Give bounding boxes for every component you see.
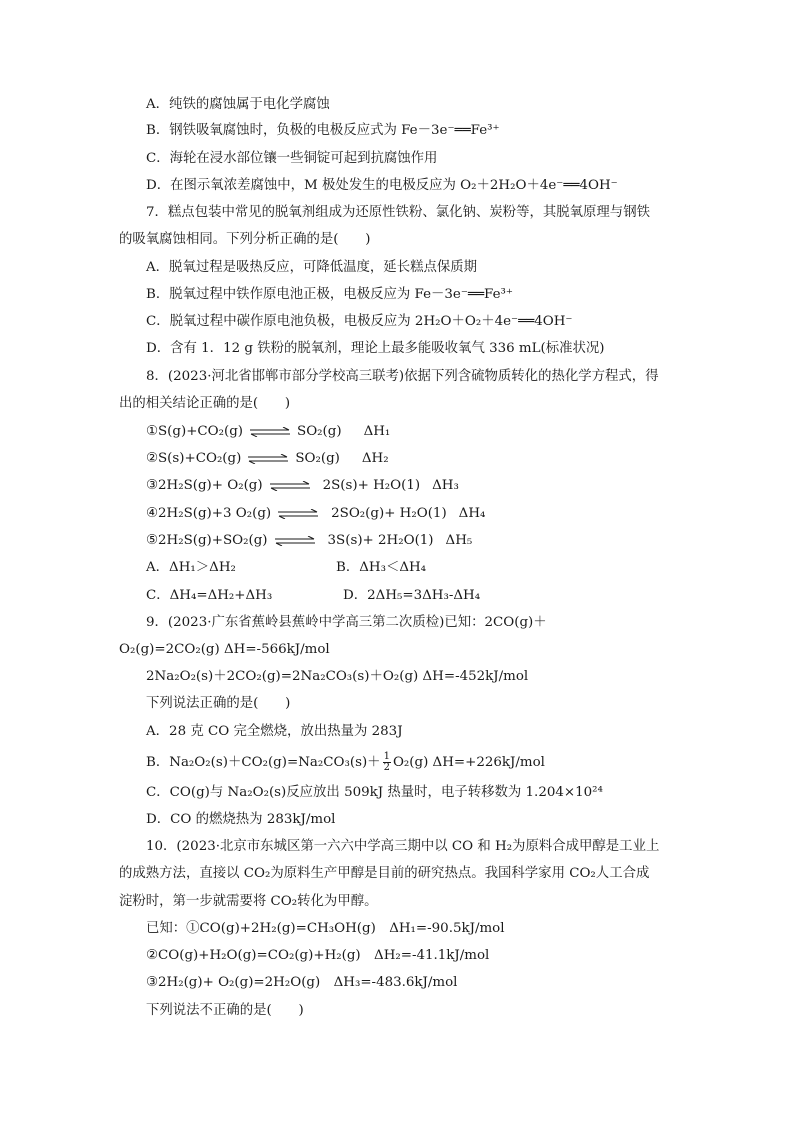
q8-equation-5 — [146, 532, 472, 550]
equation-right: 2S(s)+ H₂O(1) — [322, 478, 421, 493]
q10-stem-line2: 的成熟方法，直接以 CO₂为原料生产甲醇是目前的研究热点。我国科学家用 CO₂人工合成 — [119, 866, 650, 881]
q8-equation-1 — [146, 423, 390, 441]
q10-stem-line1: 10．(2023·北京市东城区第一六六中学高三期中以 CO 和 H₂为原料合成甲醇是工业上 — [146, 839, 660, 854]
q8-option-c: C．ΔH₄=ΔH₂+ΔH₃ — [146, 588, 273, 603]
q7-option-d: D．含有 1．12 g 铁粉的脱氧剂，理论上最多能吸收氧气 336 mL(标准状况) — [146, 341, 605, 356]
q10-known-1: 已知：①CO(g)+2H₂(g)=CH₃OH(g) ΔH₁=-90.5kJ/mol — [146, 921, 505, 936]
equation-right: 2SO₂(g)+ H₂O(1) — [331, 506, 447, 521]
q8-equation-3 — [146, 477, 459, 495]
equilibrium-arrow-icon — [277, 509, 319, 519]
equation-right: SO₂(g) — [295, 451, 340, 466]
q9-option-d: D．CO 的燃烧热为 283kJ/mol — [146, 812, 336, 827]
option-b-pre: B．Na₂O₂(s)＋CO₂(g)=Na₂CO₃(s)＋ — [146, 755, 381, 770]
q8-option-a: A．ΔH₁＞ΔH₂ — [146, 560, 236, 575]
q8-equation-4 — [146, 505, 485, 523]
q9-option-a: A．28 克 CO 完全燃烧，放出热量为 283J — [146, 724, 403, 739]
q10-known-3: ③2H₂(g)+ O₂(g)=2H₂O(g) ΔH₃=-483.6kJ/mol — [146, 975, 458, 990]
equation-left: ②S(s)+CO₂(g) — [146, 451, 242, 466]
q7-option-b: B．脱氧过程中铁作原电池正极，电极反应为 Fe－3e⁻══Fe³⁺ — [146, 287, 513, 302]
equilibrium-arrow-icon — [274, 536, 316, 546]
q7-stem-line2: 的吸氧腐蚀相同。下列分析正确的是( ) — [119, 232, 371, 247]
equilibrium-arrow-icon — [269, 481, 311, 491]
q10-stem-line3: 淀粉时，第一步就需要将 CO₂转化为甲醇。 — [119, 894, 378, 909]
q7-option-c: C．脱氧过程中碳作原电池负极，电极反应为 2H₂O＋O₂＋4e⁻══4OH⁻ — [146, 314, 573, 329]
q6-option-a: A．纯铁的腐蚀属于电化学腐蚀 — [146, 97, 330, 112]
equation-left: ④2H₂S(g)+3 O₂(g) — [146, 506, 272, 521]
q8-option-b: B．ΔH₃＜ΔH₄ — [336, 560, 427, 575]
q8-equation-2 — [146, 450, 389, 468]
q6-option-d: D．在图示氧浓差腐蚀中，M 极处发生的电极反应为 O₂＋2H₂O＋4e⁻══4OH⁻ — [146, 178, 618, 193]
q8-stem-line2: 出的相关结论正确的是( ) — [119, 396, 291, 411]
q9-option-b — [146, 752, 545, 773]
equation-left: ⑤2H₂S(g)+SO₂(g) — [146, 533, 268, 548]
equilibrium-arrow-icon — [247, 454, 289, 464]
q9-stem-line1: 9．(2023·广东省蕉岭县蕉岭中学高三第二次质检)已知：2CO(g)＋ — [146, 615, 547, 630]
q9-question: 下列说法正确的是( ) — [146, 696, 291, 711]
q6-option-c: C．海轮在浸水部位镶一些铜锭可起到抗腐蚀作用 — [146, 151, 438, 166]
q8-stem-line1: 8．(2023·河北省邯郸市部分学校高三联考)依据下列含硫物质转化的热化学方程式，得 — [146, 369, 659, 384]
equation-dh: ΔH₅ — [445, 533, 473, 548]
q10-question: 下列说法不正确的是( ) — [146, 1003, 304, 1018]
q7-stem-line1: 7．糕点包装中常见的脱氧剂组成为还原性铁粉、氯化钠、炭粉等，其脱氧原理与钢铁 — [146, 205, 650, 220]
q8-option-d: D．2ΔH₅=3ΔH₃-ΔH₄ — [343, 588, 481, 603]
fraction-denominator: 2 — [383, 762, 390, 773]
equation-left: ①S(g)+CO₂(g) — [146, 424, 244, 439]
q9-option-c: C．CO(g)与 Na₂O₂(s)反应放出 509kJ 热量时，电子转移数为 1.204×10²⁴ — [146, 785, 603, 800]
equation-right: SO₂(g) — [297, 424, 342, 439]
equation-right: 3S(s)+ 2H₂O(1) — [327, 533, 434, 548]
equation-dh: ΔH₄ — [458, 506, 486, 521]
q9-stem-line2: O₂(g)=2CO₂(g) ΔH=-566kJ/mol — [119, 642, 330, 657]
fraction-numerator: 1 — [383, 751, 390, 762]
q6-option-b: B．钢铁吸氧腐蚀时，负极的电极反应式为 Fe－3e⁻══Fe³⁺ — [146, 123, 500, 138]
q9-stem-line3: 2Na₂O₂(s)＋2CO₂(g)=2Na₂CO₃(s)＋O₂(g) ΔH=-452kJ/mol — [146, 669, 529, 684]
equilibrium-arrow-icon — [249, 427, 291, 437]
q10-known-2: ②CO(g)+H₂O(g)=CO₂(g)+H₂(g) ΔH₂=-41.1kJ/mol — [146, 948, 490, 963]
equation-left: ③2H₂S(g)+ O₂(g) — [146, 478, 263, 493]
q7-option-a: A．脱氧过程是吸热反应，可降低温度，延长糕点保质期 — [146, 260, 478, 275]
option-b-post: O₂(g) ΔH=+226kJ/mol — [392, 755, 545, 770]
equation-dh: ΔH₁ — [363, 424, 391, 439]
equation-dh: ΔH₃ — [432, 478, 459, 493]
equation-dh: ΔH₂ — [361, 451, 389, 466]
fraction — [383, 752, 391, 773]
